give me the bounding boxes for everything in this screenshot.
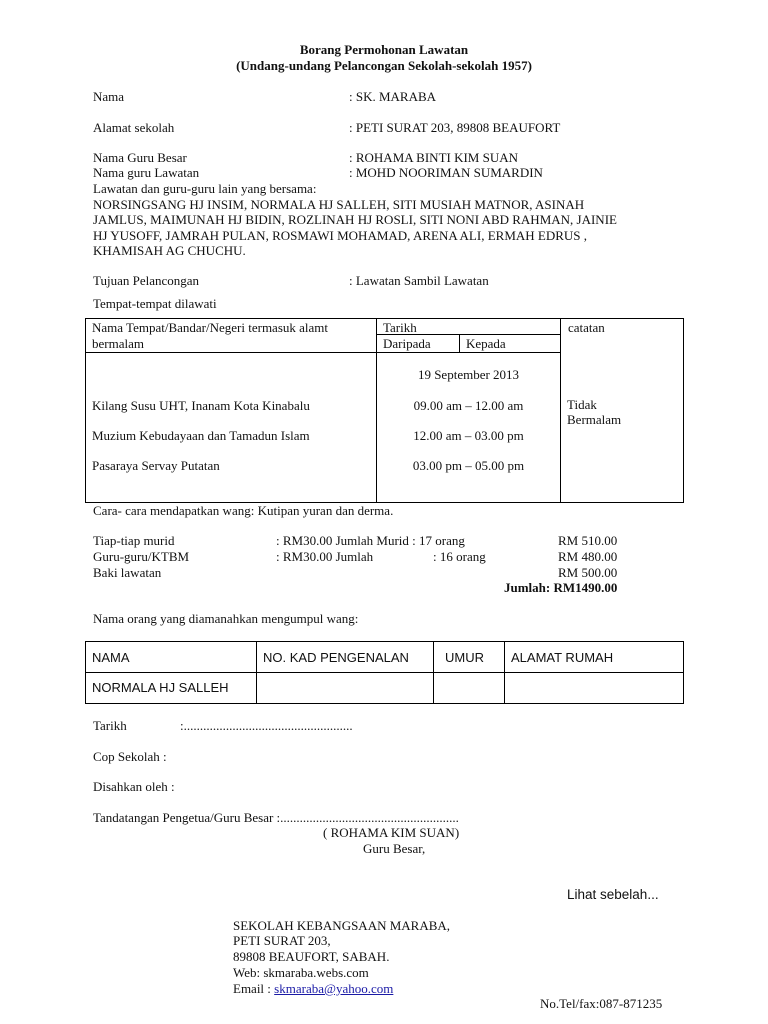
murid-rate: : RM30.00 Jumlah Murid : 17 orang — [276, 533, 465, 548]
guru-lain-line: JAMLUS, MAIMUNAH HJ BIDIN, ROZLINAH HJ ROSLI, SITI NONI ABD RAHMAN, JAINIE — [93, 212, 617, 227]
tujuan-label: Tujuan Pelancongan — [93, 273, 200, 288]
cara-text: Cara- cara mendapatkan wang: Kutipan yuran dan derma. — [93, 503, 394, 518]
header-catatan: catatan — [568, 320, 605, 335]
lihat-sebelah: Lihat sebelah... — [567, 887, 659, 902]
gurubesar-label: Nama Guru Besar — [93, 150, 187, 165]
visit-time: 03.00 pm – 05.00 pm — [412, 458, 525, 473]
divider — [85, 672, 683, 673]
form-subtitle: (Undang-undang Pelancongan Sekolah-sekolah 1957) — [236, 58, 532, 73]
guru-rate: : RM30.00 Jumlah — [276, 549, 374, 564]
divider — [560, 318, 561, 502]
header-kepada: Kepada — [466, 336, 506, 351]
collector-label: Nama orang yang diamanahkan mengumpul wang: — [93, 611, 359, 626]
gurubesar-value: : ROHAMA BINTI KIM SUAN — [349, 150, 519, 165]
school-email — [233, 981, 393, 997]
nama-value: : SK. MARABA — [349, 89, 437, 104]
divider — [256, 641, 257, 703]
gurulawatan-value: : MOHD NOORIMAN SUMARDIN — [349, 165, 543, 180]
visit-place: Kilang Susu UHT, Inanam Kota Kinabalu — [92, 398, 310, 413]
tandatangan: Tandatangan Pengetua/Guru Besar :....................................................... — [93, 810, 459, 825]
tarikh-label: Tarikh — [93, 718, 127, 733]
alamat-value: : PETI SURAT 203, 89808 BEAUFORT — [349, 120, 561, 135]
cop-sekolah: Cop Sekolah : — [93, 749, 167, 764]
baki-rm: RM 500.00 — [558, 565, 618, 580]
collector-nama: NORMALA HJ SALLEH — [92, 680, 229, 695]
email-link[interactable]: skmaraba@yahoo.com — [274, 981, 394, 996]
school-address: PETI SURAT 203, — [233, 933, 331, 948]
col-umur: UMUR — [445, 650, 484, 665]
guru-lain-line: KHAMISAH AG CHUCHU. — [93, 243, 246, 258]
guru-label: Guru-guru/KTBM — [93, 549, 190, 564]
disahkan-oleh: Disahkan oleh : — [93, 779, 175, 794]
col-kp: NO. KAD PENGENALAN — [263, 650, 409, 665]
murid-rm: RM 510.00 — [558, 533, 618, 548]
gurulawatan-label: Nama guru Lawatan — [93, 165, 200, 180]
divider — [85, 352, 560, 353]
school-tel: No.Tel/fax:087-871235 — [540, 996, 663, 1011]
tarikh-value: :.................................................... — [180, 718, 353, 733]
school-address: 89808 BEAUFORT, SABAH. — [233, 949, 390, 964]
header-place: Nama Tempat/Bandar/Negeri termasuk alamt — [92, 320, 329, 335]
school-address: SEKOLAH KEBANGSAAN MARABA, — [233, 918, 451, 933]
form-title: Borang Permohonan Lawatan — [299, 42, 469, 57]
catatan-value: Tidak — [567, 397, 597, 412]
catatan-value: Bermalam — [567, 412, 622, 427]
visit-time: 12.00 am – 03.00 pm — [413, 428, 524, 443]
baki-label: Baki lawatan — [93, 565, 162, 580]
school-web: Web: skmaraba.webs.com — [233, 965, 369, 980]
col-nama: NAMA — [92, 650, 130, 665]
signatory-role: Guru Besar, — [363, 841, 426, 856]
visit-time: 09.00 am – 12.00 am — [413, 398, 524, 413]
murid-label: Tiap-tiap murid — [93, 533, 175, 548]
header-daripada: Daripada — [383, 336, 431, 351]
alamat-label: Alamat sekolah — [93, 120, 175, 135]
email-label: Email : — [233, 981, 275, 996]
visit-place: Pasaraya Servay Putatan — [92, 458, 220, 473]
divider — [504, 641, 505, 703]
guru-lain-line: NORSINGSANG HJ INSIM, NORMALA HJ SALLEH, SITI MUSIAH MATNOR, ASINAH — [93, 197, 585, 212]
header-tarikh: Tarikh — [383, 320, 417, 335]
guru-rm: RM 480.00 — [558, 549, 618, 564]
jumlah-total: Jumlah: RM1490.00 — [504, 580, 618, 595]
tujuan-value: : Lawatan Sambil Lawatan — [349, 273, 489, 288]
guru-lain-line: HJ YUSOFF, JAMRAH PULAN, ROSMAWI MOHAMAD, ARENA ALI, ERMAH EDRUS , — [93, 228, 588, 243]
col-alamat: ALAMAT RUMAH — [511, 650, 614, 665]
guru-count: : 16 orang — [433, 549, 486, 564]
tempat-label: Tempat-tempat dilawati — [93, 296, 217, 311]
divider — [459, 334, 460, 352]
nama-label: Nama — [93, 89, 125, 104]
guru-lain-label: Lawatan dan guru-guru lain yang bersama: — [93, 181, 317, 196]
signatory-name: ( ROHAMA KIM SUAN) — [323, 825, 460, 840]
header-place: bermalam — [92, 336, 144, 351]
visit-date: 19 September 2013 — [417, 367, 520, 382]
divider — [433, 641, 434, 703]
visit-place: Muzium Kebudayaan dan Tamadun Islam — [92, 428, 310, 443]
